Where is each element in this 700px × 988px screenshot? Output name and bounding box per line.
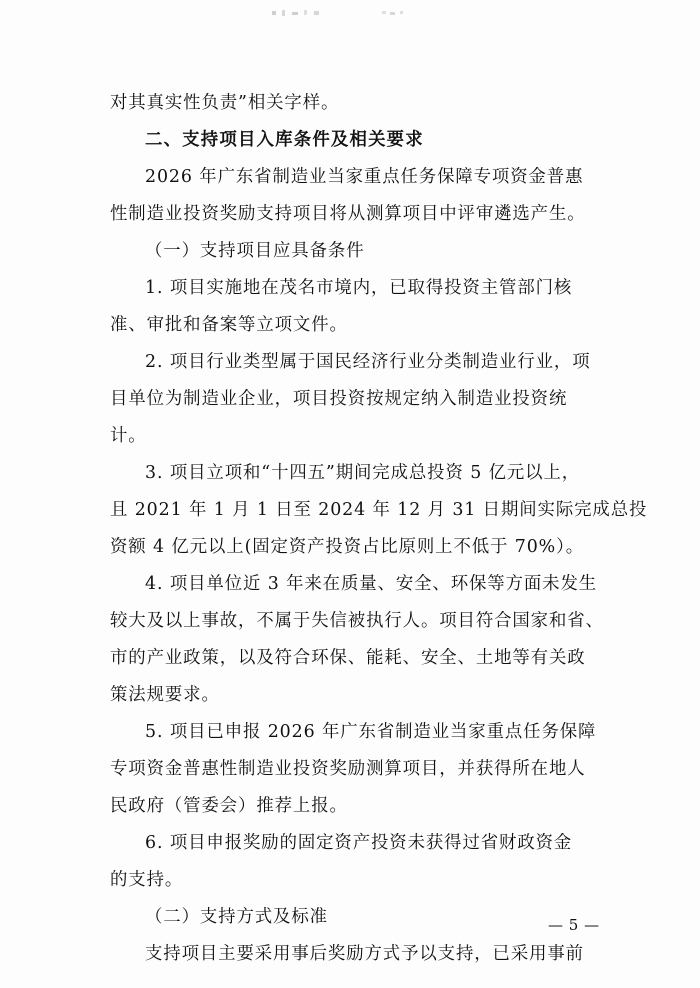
list-item-line: 5. 项目已申报 2026 年广东省制造业当家重点任务保障 bbox=[145, 722, 597, 742]
list-item-line: 2. 项目行业类型属于国民经济行业分类制造业行业，项 bbox=[145, 352, 591, 372]
list-item-line: 4. 项目单位近 3 年来在质量、安全、环保等方面未发生 bbox=[145, 574, 598, 594]
text-line: 市的产业政策，以及符合环保、能耗、安全、土地等有关政 bbox=[110, 648, 586, 668]
text-line: 对其真实性负责”相关字样。 bbox=[110, 93, 340, 113]
text-line: 支持项目主要采用事后奖励方式予以支持，已采用事前 bbox=[145, 944, 584, 964]
list-item-line: 3. 项目立项和“十四五”期间完成总投资 5 亿元以上， bbox=[145, 463, 581, 483]
text-line: 专项资金普惠性制造业投资奖励测算项目，并获得所在地人 bbox=[110, 759, 586, 779]
list-item-line: 6. 项目申报奖励的固定资产投资未获得过省财政资金 bbox=[145, 833, 573, 853]
section-heading: 二、支持项目入库条件及相关要求 bbox=[145, 130, 424, 150]
text-line: 策法规要求。 bbox=[110, 685, 220, 705]
text-line: 的支持。 bbox=[110, 870, 184, 890]
text-line: 较大及以上事故，不属于失信被执行人。项目符合国家和省、 bbox=[110, 611, 604, 631]
text-line: 性制造业投资奖励支持项目将从测算项目中评审遴选产生。 bbox=[110, 204, 586, 224]
document-body bbox=[110, 88, 648, 970]
text-line: 准、审批和备案等立项文件。 bbox=[110, 315, 348, 335]
subsection-heading: （一）支持项目应具备条件 bbox=[145, 241, 365, 261]
text-line: 目单位为制造业企业，项目投资按规定纳入制造业投资统 bbox=[110, 389, 568, 409]
text-line: 计。 bbox=[110, 426, 147, 446]
scan-artifact-mark bbox=[270, 6, 420, 20]
text-line: 民政府（管委会）推荐上报。 bbox=[110, 796, 348, 816]
list-item-line: 1. 项目实施地在茂名市境内，已取得投资主管部门核 bbox=[145, 278, 573, 298]
text-line: 2026 年广东省制造业当家重点任务保障专项资金普惠 bbox=[145, 167, 584, 187]
subsection-heading: （二）支持方式及标准 bbox=[145, 907, 328, 927]
text-line: 且 2021 年 1 月 1 日至 2024 年 12 月 31 日期间实际完成总投 bbox=[110, 500, 648, 520]
page-number: — 5 — bbox=[548, 916, 600, 934]
text-line: 资额 4 亿元以上(固定资产投资占比原则上不低于 70%）。 bbox=[110, 537, 584, 557]
